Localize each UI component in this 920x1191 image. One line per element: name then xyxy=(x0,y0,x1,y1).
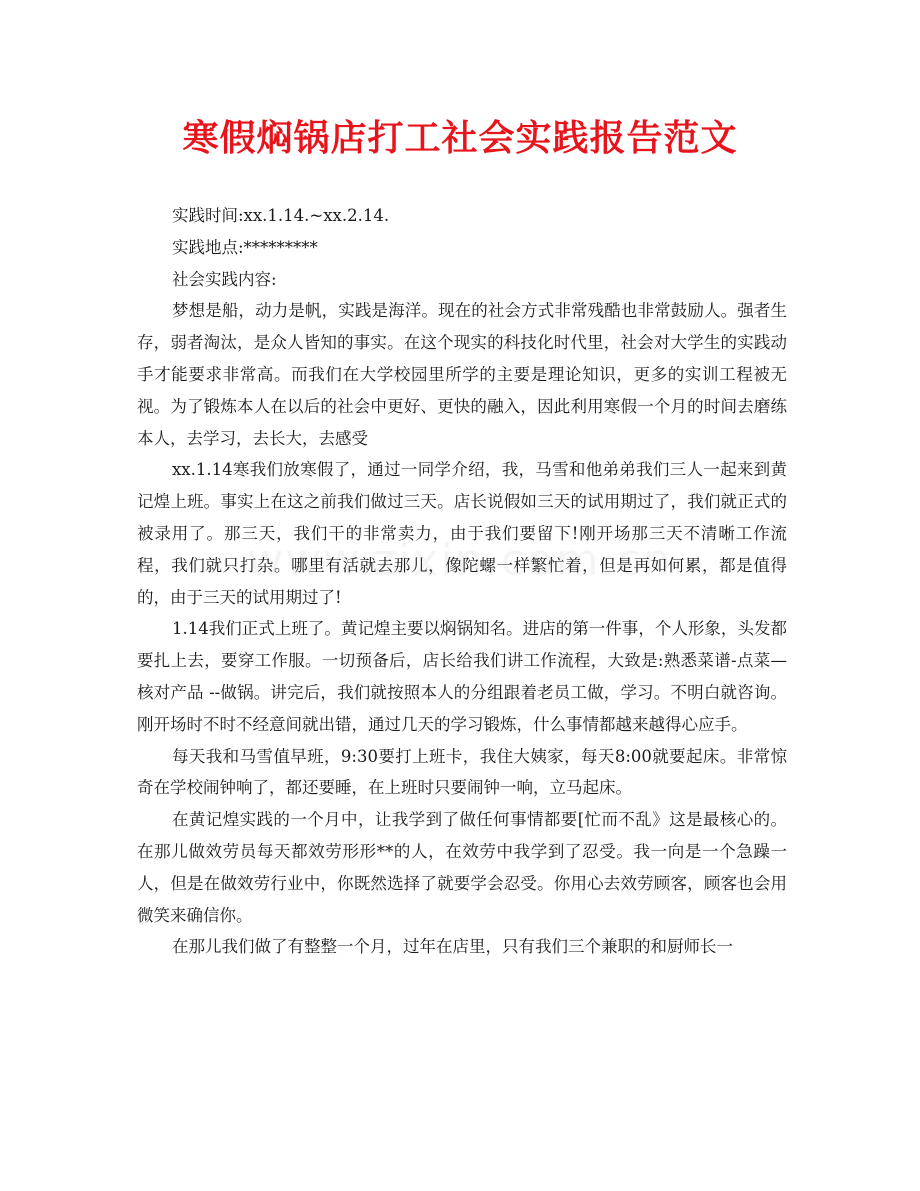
document-body xyxy=(137,200,787,963)
paragraph: 在黄记煌实践的一个月中，让我学到了做任何事情都要[忙而不乱》这是最核心的。在那儿做效劳员每天都效劳形形**的人，在效劳中我学到了忍受。我一向是一个急躁一人，但是在做效劳行业中，你既然选择了就要学会忍受。你用心去效劳顾客，顾客也会用微笑来确信你。 xyxy=(137,810,787,925)
paragraph: 1.14我们正式上班了。黄记煌主要以焖锅知名。进店的第一件事，个人形象，头发都要扎上去，要穿工作服。一切预备后，店长给我们讲工作流程，大致是:熟悉菜谱-点菜—核对产品 --做锅。讲完后，我们就按照本人的分组跟着老员工做，学习。不明白就咨询。刚开场时不时不经意间就出错，通过几天的学习锻炼，什么事情都越来越得心应手。 xyxy=(137,619,787,734)
paragraph: 每天我和马雪值早班，9:30要打上班卡，我住大姨家，每天8:00就要起床。非常惊奇在学校闹钟响了，都还要睡，在上班时只要闹钟一响，立马起床。 xyxy=(137,746,787,798)
practice-place: 实践地点:********* xyxy=(172,237,318,257)
paragraph: 在那儿我们做了有整整一个月，过年在店里，只有我们三个兼职的和厨师长一 xyxy=(172,937,733,957)
document-title: 寒假焖锅店打工社会实践报告范文 xyxy=(182,117,738,159)
practice-time: 实践时间:xx.1.14.~xx.2.14. xyxy=(172,206,390,225)
paragraph: 梦想是船，动力是帆，实践是海洋。现在的社会方式非常残酷也非常鼓励人。强者生存，弱者淘汰，是众人皆知的事实。在这个现实的科技化时代里，社会对大学生的实践动手才能要求非常高。而我们在大学校园里所学的主要是理论知识，更多的实训工程被无视。为了锻炼本人在以后的社会中更好、更快的融入，因此利用寒假一个月的时间去磨练本人，去学习，去长大，去感受 xyxy=(137,301,787,448)
practice-content-label: 社会实践内容: xyxy=(172,269,277,289)
paragraph: xx.1.14寒我们放寒假了，通过一同学介绍，我，马雪和他弟弟我们三人一起来到黄记煌上班。事实上在这之前我们做过三天。店长说假如三天的试用期过了，我们就正式的被录用了。那三天，我们干的非常卖力，由于我们要留下!刚开场那三天不清晰工作流程，我们就只打杂。哪里有活就去那儿，像陀螺一样繁忙着，但是再如何累，都是值得的，由于三天的试用期过了! xyxy=(137,460,787,607)
